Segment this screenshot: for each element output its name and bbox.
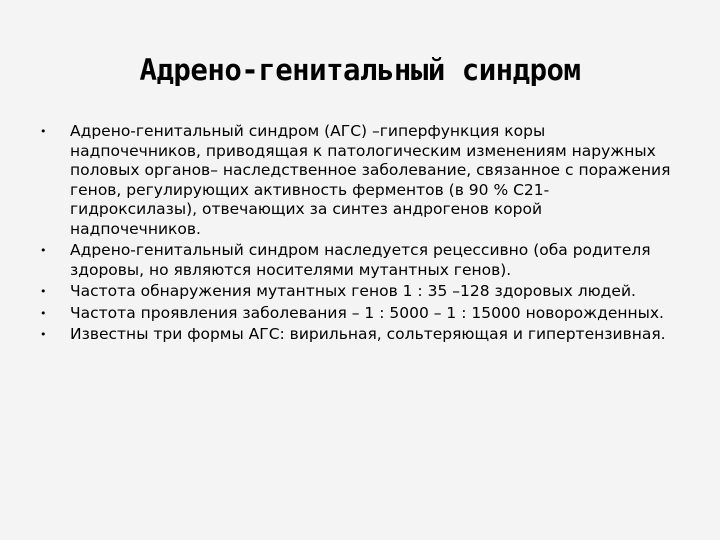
bullet-item [40, 241, 676, 280]
bullet-icon: • [40, 125, 47, 138]
bullet-item [40, 122, 676, 239]
bullet-text: Известны три формы АГС: вирильная, сольтеряющая и гипертензивная. [70, 325, 666, 343]
bullet-icon: • [40, 244, 47, 257]
bullet-text: Адрено-генитальный синдром (АГС) –гиперфункция коры надпочечников, приводящая к патологическим изменениям наружных половых органов– наследственное заболевание, связанное с поражения генов, регулирующих активность ферментов (в 90 % С21-гидроксилазы), отвечающих за синтез андрогенов корой надпочечников. [70, 122, 671, 238]
bullet-item [40, 282, 676, 302]
bullet-text: Частота проявления заболевания – 1 : 5000 – 1 : 15000 новорожденных. [70, 303, 664, 322]
bullet-icon: • [40, 328, 47, 341]
bullet-icon: • [40, 285, 47, 298]
bullet-item [40, 325, 676, 345]
bullet-text: Частота обнаружения мутантных генов 1 : 35 –128 здоровых людей. [70, 282, 636, 300]
slide-title: Адрено-генитальный синдром [139, 53, 581, 87]
bullet-item [40, 303, 676, 324]
bullet-text: Адрено-генитальный синдром наследуется рецессивно (оба родителя здоровы, но являются носителями мутантных генов). [70, 241, 651, 279]
bullet-icon: • [40, 306, 47, 320]
bullet-list [40, 122, 676, 347]
